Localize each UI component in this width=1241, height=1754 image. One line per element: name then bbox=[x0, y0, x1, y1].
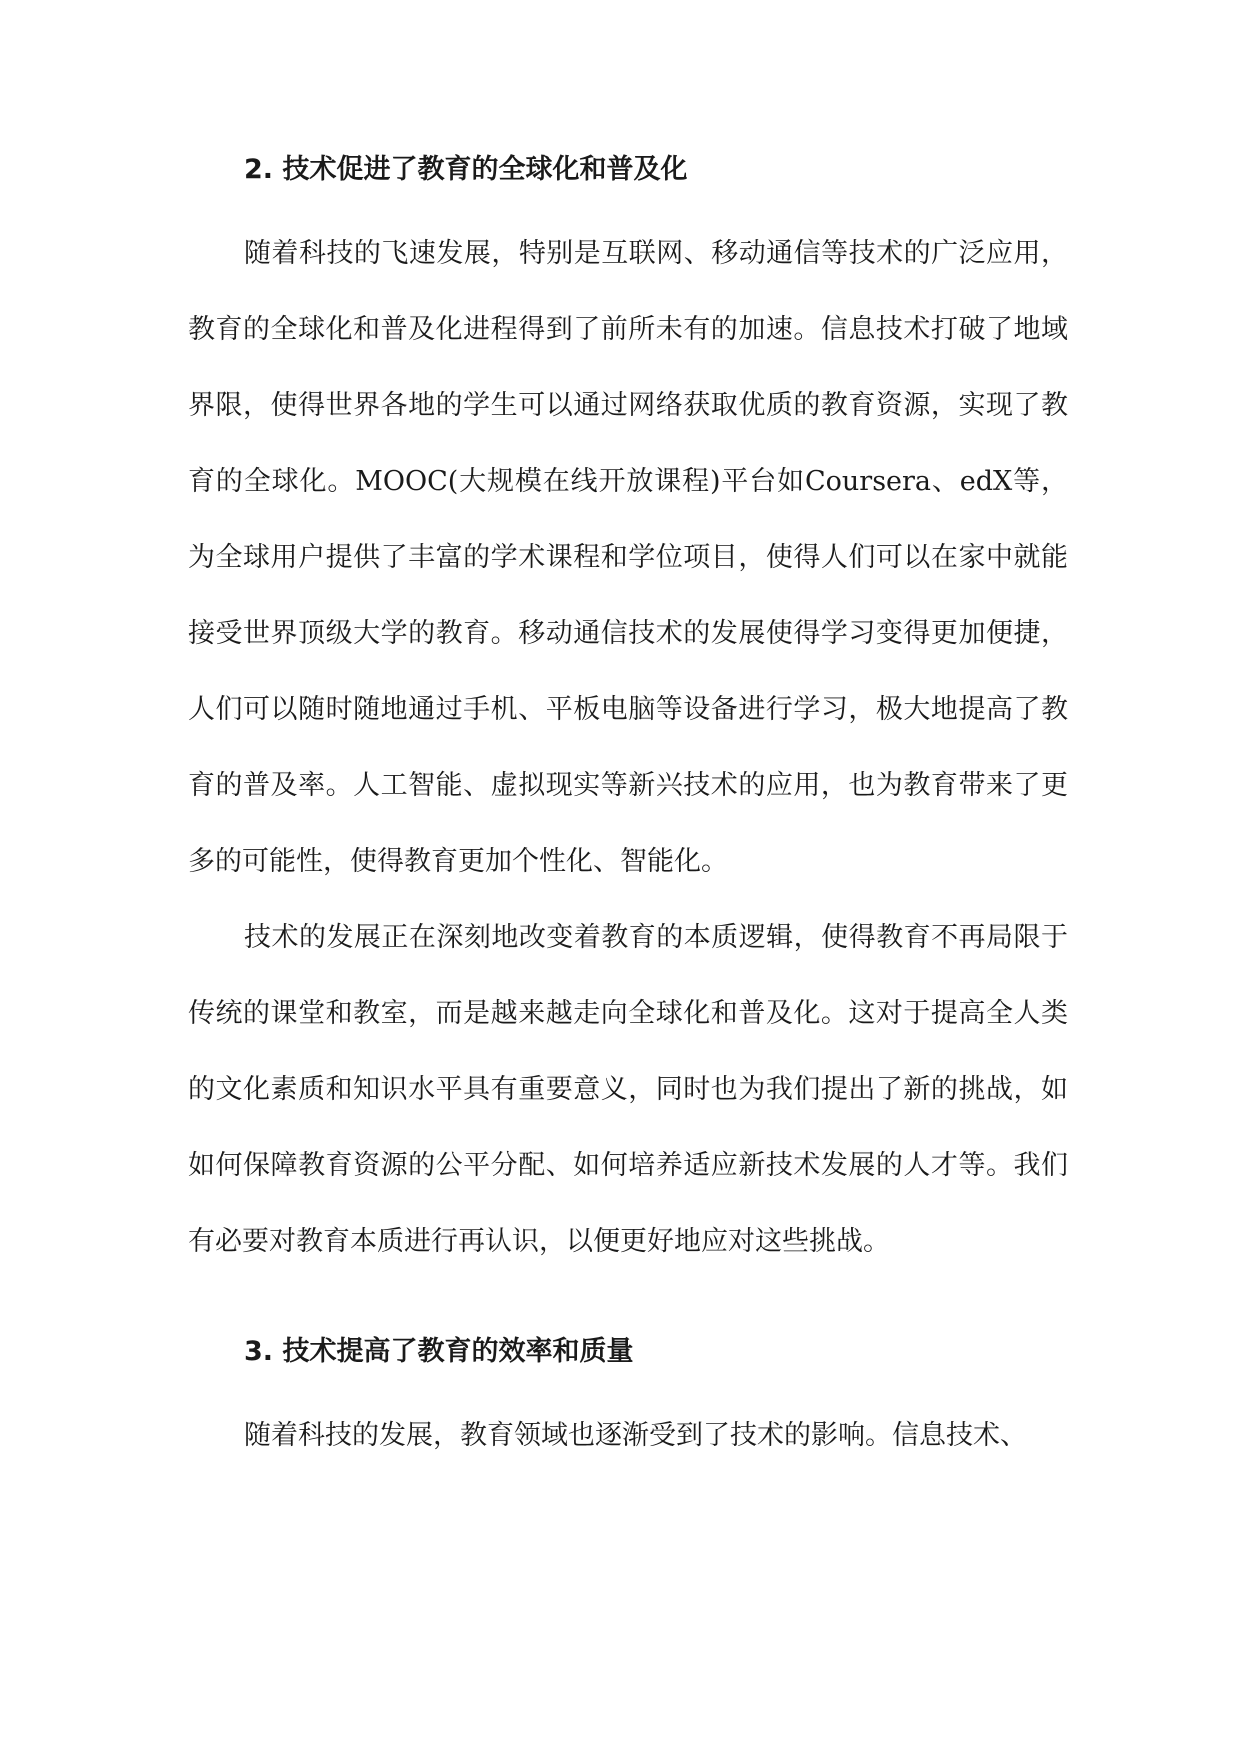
section-2-paragraph-1: 随着科技的飞速发展，特别是互联网、移动通信等技术的广泛应用，教育的全球化和普及化进程得到了前所未有的加速。信息技术打破了地域界限，使得世界各地的学生可以通过网络获取优质的教育资源，实现了教育的全球化。MOOC(大规模在线开放课程)平台如Coursera、edX等，为全球用户提供了丰富的学术课程和学位项目，使得人们可以在家中就能接受世界顶级大学的教育。移动通信技术的发展使得学习变得更加便捷，人们可以随时随地通过手机、平板电脑等设备进行学习，极大地提高了教育的普及率。人工智能、虚拟现实等新兴技术的应用，也为教育带来了更多的可能性，使得教育更加个性化、智能化。 bbox=[188, 238, 1068, 877]
section-heading-2: 2. 技术促进了教育的全球化和普及化 bbox=[244, 154, 688, 185]
section-2-paragraph-2: 技术的发展正在深刻地改变着教育的本质逻辑，使得教育不再局限于传统的课堂和教室，而是越来越走向全球化和普及化。这对于提高全人类的文化素质和知识水平具有重要意义，同时也为我们提出了新的挑战，如如何保障教育资源的公平分配、如何培养适应新技术发展的人才等。我们有必要对教育本质进行再认识，以便更好地应对这些挑战。 bbox=[188, 922, 1068, 1257]
document-body bbox=[188, 140, 1068, 1474]
section-3-paragraph-1: 随着科技的发展，教育领域也逐渐受到了技术的影响。信息技术、 bbox=[244, 1420, 1027, 1451]
section-heading-3: 3. 技术提高了教育的效率和质量 bbox=[244, 1336, 634, 1367]
